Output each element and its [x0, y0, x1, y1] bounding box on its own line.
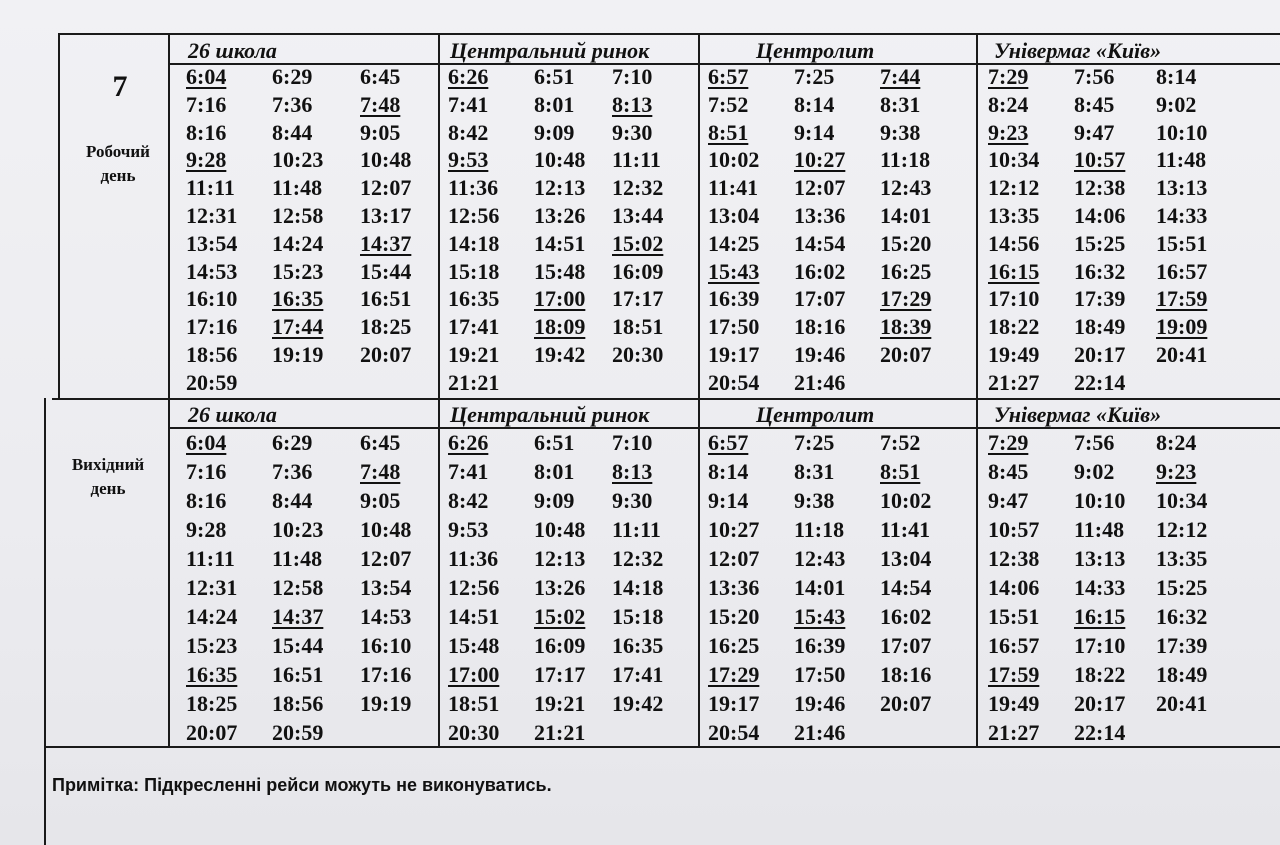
departure-time: 14:06 [988, 575, 1040, 600]
departure-time: 15:44 [272, 633, 324, 658]
departure-time: 17:00 [448, 662, 500, 687]
departure-time: 13:35 [1156, 546, 1208, 571]
departure-time: 9:05 [360, 488, 401, 513]
departure-time: 16:32 [1074, 258, 1126, 284]
departure-time: 9:23 [1156, 459, 1197, 484]
departure-time: 21:21 [448, 369, 500, 395]
departure-time: 7:25 [794, 64, 835, 89]
departure-time: 15:51 [988, 604, 1040, 629]
departure-time: 9:09 [534, 119, 575, 145]
departure-time: 10:48 [534, 517, 586, 542]
departure-time: 13:54 [360, 575, 412, 600]
departure-time: 12:07 [360, 546, 412, 571]
departure-time: 12:38 [1074, 175, 1126, 201]
workday-stop-title-1: Центральний ринок [450, 38, 650, 63]
departure-time: 14:56 [988, 230, 1040, 256]
departure-time: 15:18 [448, 258, 500, 284]
departure-time: 10:48 [360, 517, 412, 542]
weekend-stop-title-3: Універмаг «Київ» [994, 402, 1162, 427]
departure-time: 14:25 [708, 230, 760, 256]
departure-time: 19:09 [1156, 314, 1208, 340]
weekend-label-line2: день [90, 479, 126, 498]
departure-time: 20:59 [272, 720, 324, 745]
departure-time: 7:48 [360, 459, 401, 484]
departure-time: 16:09 [612, 258, 664, 284]
departure-time: 10:10 [1074, 488, 1126, 513]
route-number: 7 [112, 70, 128, 103]
departure-time: 17:00 [534, 286, 586, 312]
departure-time: 6:45 [360, 64, 401, 89]
departure-time: 18:16 [794, 314, 846, 340]
departure-time: 16:39 [708, 286, 760, 312]
departure-time: 16:15 [988, 258, 1040, 284]
departure-time: 8:13 [612, 459, 653, 484]
departure-time: 9:14 [794, 119, 835, 145]
departure-time: 12:12 [988, 175, 1040, 201]
departure-time: 18:22 [1074, 662, 1126, 687]
departure-time: 13:35 [988, 203, 1040, 228]
departure-time: 12:38 [988, 546, 1040, 571]
departure-time: 18:09 [534, 314, 586, 340]
departure-time: 16:25 [708, 633, 760, 658]
departure-time: 13:04 [708, 203, 760, 228]
departure-time: 6:51 [534, 64, 575, 89]
departure-time: 9:47 [988, 488, 1029, 513]
departure-time: 18:56 [272, 691, 324, 716]
departure-time: 12:56 [448, 575, 500, 600]
departure-time: 7:29 [988, 64, 1029, 89]
departure-time: 18:49 [1074, 314, 1126, 340]
departure-time: 8:24 [988, 91, 1029, 117]
departure-time: 11:48 [1156, 147, 1207, 173]
departure-time: 10:23 [272, 517, 324, 542]
departure-time: 12:07 [794, 175, 846, 201]
departure-time: 20:07 [880, 691, 932, 716]
departure-time: 21:46 [794, 720, 846, 745]
departure-time: 17:41 [448, 314, 500, 340]
departure-time: 13:36 [708, 575, 760, 600]
departure-time: 12:56 [448, 203, 500, 228]
departure-time: 21:27 [988, 369, 1040, 395]
departure-time: 7:52 [708, 91, 749, 117]
departure-time: 12:13 [534, 546, 586, 571]
departure-time: 14:06 [1074, 203, 1126, 228]
departure-time: 19:42 [534, 342, 586, 367]
weekend-label-line1: Вихідний [71, 455, 145, 474]
departure-time: 6:04 [186, 64, 227, 89]
departure-time: 6:57 [708, 64, 749, 89]
departure-time: 16:02 [794, 258, 846, 284]
departure-time: 14:24 [272, 230, 324, 256]
departure-time: 11:48 [1074, 517, 1125, 542]
departure-time: 16:35 [186, 662, 238, 687]
departure-time: 20:59 [186, 369, 238, 395]
departure-time: 16:35 [612, 633, 664, 658]
departure-time: 19:17 [708, 691, 760, 716]
departure-time: 18:49 [1156, 662, 1208, 687]
departure-time: 10:27 [708, 517, 760, 542]
departure-time: 18:25 [360, 314, 412, 340]
departure-time: 17:07 [880, 633, 932, 658]
departure-time: 15:51 [1156, 230, 1208, 256]
departure-time: 15:23 [272, 258, 324, 284]
departure-time: 11:18 [880, 147, 931, 173]
weekend-label [48, 453, 168, 501]
departure-time: 9:05 [360, 119, 401, 145]
departure-time: 9:53 [448, 147, 489, 173]
table-top-border [58, 33, 1280, 35]
departure-time: 17:10 [1074, 633, 1126, 658]
departure-time: 16:35 [272, 286, 324, 312]
departure-time: 8:51 [708, 119, 749, 145]
departure-time: 20:30 [612, 342, 664, 367]
departure-time: 11:41 [880, 517, 931, 542]
departure-time: 18:51 [612, 314, 664, 340]
departure-time: 12:31 [186, 203, 238, 228]
departure-time: 20:54 [708, 720, 760, 745]
departure-time: 22:14 [1074, 369, 1126, 395]
departure-time: 8:45 [988, 459, 1029, 484]
departure-time: 9:47 [1074, 119, 1115, 145]
departure-time: 16:15 [1074, 604, 1126, 629]
departure-time: 17:59 [988, 662, 1040, 687]
departure-time: 8:14 [794, 91, 835, 117]
departure-time: 19:19 [272, 342, 324, 367]
departure-time: 6:29 [272, 64, 313, 89]
departure-time: 13:04 [880, 546, 932, 571]
departure-time: 17:17 [612, 286, 664, 312]
departure-time: 20:17 [1074, 342, 1126, 367]
departure-time: 12:43 [794, 546, 846, 571]
departure-time: 7:48 [360, 91, 401, 117]
departure-time: 8:01 [534, 91, 575, 117]
departure-time: 13:26 [534, 575, 586, 600]
departure-time: 6:29 [272, 430, 313, 455]
departure-time: 15:25 [1074, 230, 1126, 256]
departure-time: 16:25 [880, 258, 932, 284]
departure-time: 14:53 [186, 258, 238, 284]
weekend-stop-title-1: Центральний ринок [450, 402, 650, 427]
departure-time: 17:50 [794, 662, 846, 687]
workday-label [58, 140, 178, 188]
departure-time: 12:07 [360, 175, 412, 201]
departure-time: 17:17 [534, 662, 586, 687]
departure-time: 7:44 [880, 64, 921, 89]
section-divider [52, 398, 1280, 400]
departure-time: 10:02 [708, 147, 760, 173]
workday-stop-title-0: 26 школа [188, 38, 277, 63]
departure-time: 19:21 [534, 691, 586, 716]
departure-time: 9:53 [448, 517, 489, 542]
departure-time: 12:12 [1156, 517, 1208, 542]
departure-time: 10:34 [988, 147, 1040, 173]
departure-time: 11:41 [708, 175, 759, 201]
departure-time: 14:24 [186, 604, 238, 629]
departure-time: 17:44 [272, 314, 324, 340]
departure-time: 12:58 [272, 575, 324, 600]
departure-time: 6:26 [448, 430, 489, 455]
departure-time: 14:51 [448, 604, 500, 629]
workday-label-line2: день [100, 166, 136, 185]
departure-time: 7:41 [448, 91, 489, 117]
departure-time: 10:57 [988, 517, 1040, 542]
departure-time: 19:42 [612, 691, 664, 716]
workday-stop-title-2: Центролит [756, 38, 875, 63]
departure-time: 6:51 [534, 430, 575, 455]
departure-time: 11:36 [448, 546, 499, 571]
departure-time: 7:16 [186, 91, 227, 117]
departure-time: 9:28 [186, 147, 227, 173]
departure-time: 16:57 [988, 633, 1040, 658]
departure-time: 19:46 [794, 691, 846, 716]
table-bottom-border [44, 746, 1280, 748]
departure-time: 11:11 [186, 175, 235, 201]
departure-time: 11:11 [612, 517, 661, 542]
departure-time: 15:23 [186, 633, 238, 658]
departure-time: 20:07 [880, 342, 932, 367]
departure-time: 13:36 [794, 203, 846, 228]
departure-time: 17:07 [794, 286, 846, 312]
departure-time: 8:42 [448, 119, 489, 145]
departure-time: 7:56 [1074, 64, 1115, 89]
departure-time: 13:13 [1156, 175, 1208, 201]
departure-time: 19:19 [360, 691, 412, 716]
departure-time: 17:39 [1074, 286, 1126, 312]
departure-time: 11:11 [612, 147, 661, 173]
departure-time: 13:13 [1074, 546, 1126, 571]
departure-time: 7:56 [1074, 430, 1115, 455]
departure-time: 17:41 [612, 662, 664, 687]
departure-time: 8:14 [708, 459, 749, 484]
weekend-stop-title-0: 26 школа [188, 402, 277, 427]
departure-time: 15:48 [448, 633, 500, 658]
departure-time: 10:27 [794, 147, 846, 173]
departure-time: 18:56 [186, 342, 238, 367]
departure-time: 12:43 [880, 175, 932, 201]
departure-time: 8:13 [612, 91, 653, 117]
footnote: Примітка: Підкресленні рейси можуть не виконуватись. [52, 775, 552, 795]
departure-time: 7:25 [794, 430, 835, 455]
column-divider-3 [976, 33, 978, 747]
departure-time: 9:30 [612, 488, 653, 513]
departure-time: 17:16 [186, 314, 238, 340]
departure-time: 14:54 [880, 575, 932, 600]
departure-time: 9:30 [612, 119, 653, 145]
departure-time: 7:16 [186, 459, 227, 484]
departure-time: 8:14 [1156, 64, 1197, 89]
departure-time: 17:29 [708, 662, 760, 687]
departure-time: 8:44 [272, 488, 313, 513]
departure-time: 16:02 [880, 604, 932, 629]
departure-time: 10:48 [360, 147, 412, 173]
departure-time: 20:07 [186, 720, 238, 745]
departure-time: 7:29 [988, 430, 1029, 455]
departure-time: 19:21 [448, 342, 500, 367]
departure-time: 10:48 [534, 147, 586, 173]
departure-time: 8:31 [794, 459, 835, 484]
departure-time: 21:46 [794, 369, 846, 395]
departure-time: 13:17 [360, 203, 412, 228]
departure-time: 14:54 [794, 230, 846, 256]
departure-time: 17:39 [1156, 633, 1208, 658]
departure-time: 16:57 [1156, 258, 1208, 284]
departure-time: 14:18 [448, 230, 500, 256]
departure-time: 8:24 [1156, 430, 1197, 455]
workday-label-line1: Робочий [86, 142, 150, 161]
departure-time: 14:33 [1156, 203, 1208, 228]
departure-time: 11:11 [186, 546, 235, 571]
departure-time: 19:49 [988, 342, 1040, 367]
departure-time: 15:02 [534, 604, 586, 629]
left-border [44, 398, 46, 845]
departure-time: 9:14 [708, 488, 749, 513]
left-border-top [58, 33, 60, 399]
departure-time: 12:58 [272, 203, 324, 228]
departure-time: 9:38 [794, 488, 835, 513]
departure-time: 14:37 [272, 604, 324, 629]
departure-time: 14:37 [360, 230, 412, 256]
departure-time: 16:35 [448, 286, 500, 312]
departure-time: 8:51 [880, 459, 921, 484]
departure-time: 20:41 [1156, 342, 1208, 367]
departure-time: 8:31 [880, 91, 921, 117]
departure-time: 7:10 [612, 430, 653, 455]
departure-time: 12:31 [186, 575, 238, 600]
departure-time: 11:18 [794, 517, 845, 542]
departure-time: 10:10 [1156, 119, 1208, 145]
departure-time: 14:51 [534, 230, 586, 256]
departure-time: 20:07 [360, 342, 412, 367]
departure-time: 15:20 [708, 604, 760, 629]
departure-time: 15:48 [534, 258, 586, 284]
departure-time: 7:52 [880, 430, 921, 455]
departure-time: 6:57 [708, 430, 749, 455]
departure-time: 20:30 [448, 720, 500, 745]
departure-time: 19:49 [988, 691, 1040, 716]
workday-stop-title-3: Універмаг «Київ» [994, 38, 1162, 63]
departure-time: 16:32 [1156, 604, 1208, 629]
departure-time: 18:25 [186, 691, 238, 716]
departure-time: 9:02 [1074, 459, 1115, 484]
departure-time: 11:48 [272, 175, 323, 201]
departure-time: 16:10 [186, 286, 238, 312]
departure-time: 14:18 [612, 575, 664, 600]
column-divider-2 [698, 33, 700, 747]
departure-time: 10:34 [1156, 488, 1208, 513]
departure-time: 6:04 [186, 430, 227, 455]
departure-time: 20:54 [708, 369, 760, 395]
departure-time: 17:59 [1156, 286, 1208, 312]
departure-time: 8:42 [448, 488, 489, 513]
departure-time: 17:10 [988, 286, 1040, 312]
departure-time: 15:43 [794, 604, 846, 629]
departure-time: 18:22 [988, 314, 1040, 340]
departure-time: 10:57 [1074, 147, 1126, 173]
departure-time: 8:45 [1074, 91, 1115, 117]
departure-time: 14:01 [880, 203, 932, 228]
departure-time: 7:10 [612, 64, 653, 89]
departure-time: 15:02 [612, 230, 664, 256]
departure-time: 17:16 [360, 662, 412, 687]
departure-time: 16:51 [272, 662, 324, 687]
departure-time: 18:39 [880, 314, 932, 340]
departure-time: 20:17 [1074, 691, 1126, 716]
departure-time: 15:43 [708, 258, 760, 284]
departure-time: 13:44 [612, 203, 664, 228]
departure-time: 15:20 [880, 230, 932, 256]
departure-time: 20:41 [1156, 691, 1208, 716]
departure-time: 21:27 [988, 720, 1040, 745]
departure-time: 11:48 [272, 546, 323, 571]
departure-time: 8:16 [186, 119, 227, 145]
departure-time: 17:50 [708, 314, 760, 340]
departure-time: 11:36 [448, 175, 499, 201]
departure-time: 22:14 [1074, 720, 1126, 745]
departure-time: 16:10 [360, 633, 412, 658]
departure-time: 12:13 [534, 175, 586, 201]
departure-time: 14:53 [360, 604, 412, 629]
departure-time: 15:44 [360, 258, 412, 284]
departure-time: 12:32 [612, 546, 664, 571]
departure-time: 7:36 [272, 459, 313, 484]
departure-time: 8:16 [186, 488, 227, 513]
departure-time: 13:26 [534, 203, 586, 228]
departure-time: 9:02 [1156, 91, 1197, 117]
departure-time: 18:51 [448, 691, 500, 716]
departure-time: 9:38 [880, 119, 921, 145]
departure-time: 16:51 [360, 286, 412, 312]
departure-time: 18:16 [880, 662, 932, 687]
departure-time: 15:25 [1156, 575, 1208, 600]
departure-time: 12:32 [612, 175, 664, 201]
departure-time: 16:39 [794, 633, 846, 658]
departure-time: 16:09 [534, 633, 586, 658]
departure-time: 9:09 [534, 488, 575, 513]
departure-time: 12:07 [708, 546, 760, 571]
departure-time: 17:29 [880, 286, 932, 312]
departure-time: 15:18 [612, 604, 664, 629]
departure-time: 19:17 [708, 342, 760, 367]
departure-time: 14:33 [1074, 575, 1126, 600]
weekend-stop-title-2: Центролит [756, 402, 875, 427]
departure-time: 7:36 [272, 91, 313, 117]
departure-time: 10:23 [272, 147, 324, 173]
departure-time: 8:01 [534, 459, 575, 484]
departure-time: 8:44 [272, 119, 313, 145]
departure-time: 19:46 [794, 342, 846, 367]
departure-time: 9:28 [186, 517, 227, 542]
departure-time: 6:45 [360, 430, 401, 455]
departure-time: 7:41 [448, 459, 489, 484]
departure-time: 9:23 [988, 119, 1029, 145]
column-divider-1 [438, 33, 440, 747]
departure-time: 10:02 [880, 488, 932, 513]
departure-time: 6:26 [448, 64, 489, 89]
departure-time: 14:01 [794, 575, 846, 600]
departure-time: 21:21 [534, 720, 586, 745]
departure-time: 13:54 [186, 230, 238, 256]
